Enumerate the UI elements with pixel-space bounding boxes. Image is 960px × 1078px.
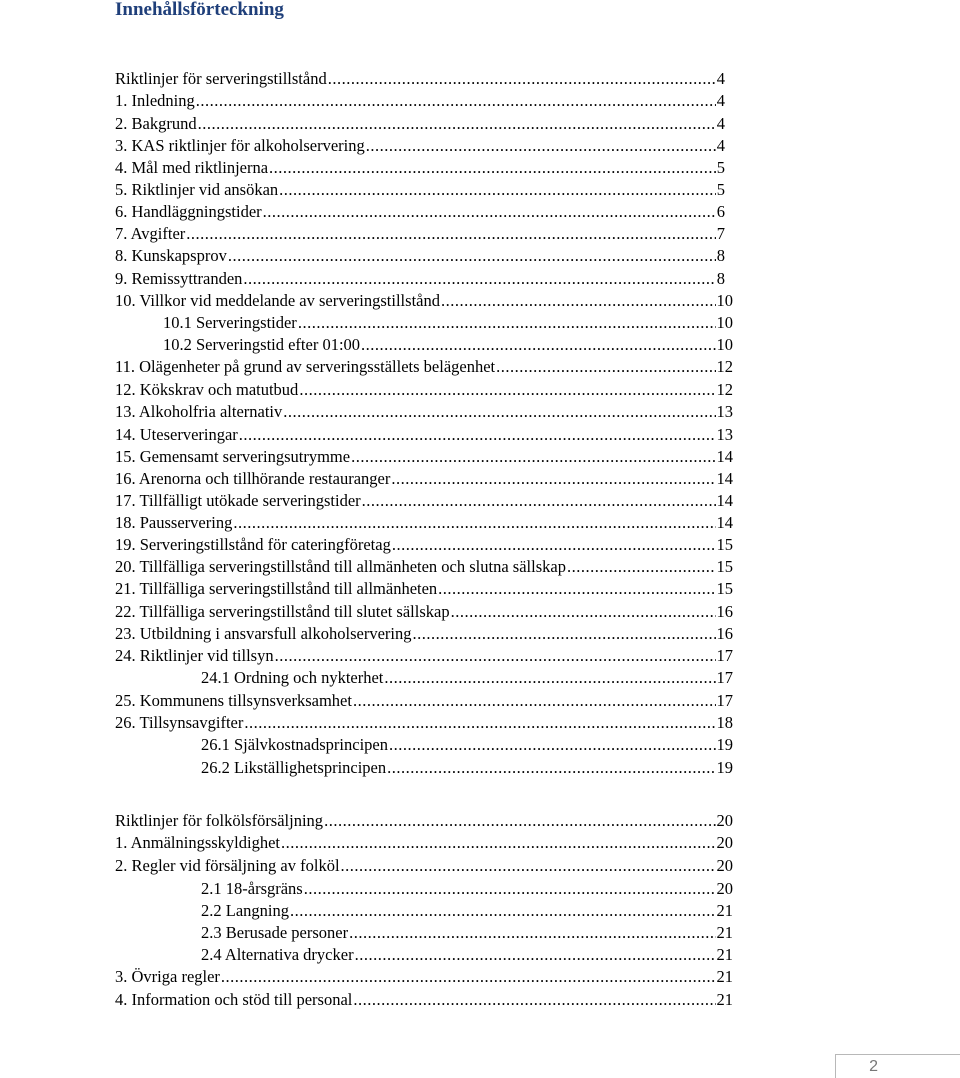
toc-entry-page: 14 xyxy=(716,491,733,510)
toc-dot-leader xyxy=(269,157,716,179)
toc-entry[interactable] xyxy=(115,290,733,312)
toc-entry[interactable] xyxy=(115,68,725,90)
toc-dot-leader xyxy=(351,446,715,468)
toc-entry-page: 21 xyxy=(716,990,733,1009)
toc-dot-leader xyxy=(353,690,716,712)
toc-dot-leader xyxy=(304,878,716,900)
toc-entry-title: 2. Regler vid försäljning av folköl xyxy=(115,856,340,875)
toc-entry[interactable] xyxy=(115,601,733,623)
toc-entry-title: 10.1 Serveringstider xyxy=(163,313,297,332)
toc-dot-leader xyxy=(279,179,716,201)
toc-entry[interactable] xyxy=(201,944,733,966)
toc-entry[interactable] xyxy=(115,424,733,446)
toc-entry-title: 4. Information och stöd till personal xyxy=(115,990,353,1009)
toc-entry-title: 26.2 Likställighetsprincipen xyxy=(201,758,387,777)
toc-entry[interactable] xyxy=(115,179,725,201)
toc-entry-page: 12 xyxy=(716,357,733,376)
toc-entry-title: 10. Villkor vid meddelande av serveringstillstånd xyxy=(115,291,440,310)
toc-entry-page: 8 xyxy=(716,246,725,265)
toc-entry-title: 5. Riktlinjer vid ansökan xyxy=(115,180,279,199)
toc-entry-page: 4 xyxy=(716,91,725,110)
toc-entry-page: 16 xyxy=(716,602,733,621)
toc-dot-leader xyxy=(299,379,715,401)
toc-entry-page: 17 xyxy=(716,691,733,710)
toc-entry-page: 13 xyxy=(716,425,733,444)
toc-entry[interactable] xyxy=(115,223,725,245)
toc-dot-leader xyxy=(221,966,716,988)
toc-entry[interactable] xyxy=(115,245,725,267)
toc-entry-page: 20 xyxy=(716,811,733,830)
toc-entry-page: 15 xyxy=(716,557,733,576)
toc-entry-page: 4 xyxy=(716,136,725,155)
toc-entry-page: 17 xyxy=(716,668,733,687)
toc-entry[interactable] xyxy=(201,757,733,779)
toc-entry[interactable] xyxy=(115,135,725,157)
toc-entry-page: 19 xyxy=(716,735,733,754)
toc-entry[interactable] xyxy=(115,468,733,490)
toc-entry-page: 10 xyxy=(716,313,733,332)
toc-entry-page: 7 xyxy=(716,224,725,243)
toc-dot-leader xyxy=(196,90,716,112)
toc-entry-title: 9. Remissyttranden xyxy=(115,269,243,288)
toc-entry-page: 20 xyxy=(716,833,733,852)
toc-entry[interactable] xyxy=(115,446,733,468)
toc-entry[interactable] xyxy=(115,534,733,556)
toc-entry-title: 20. Tillfälliga serveringstillstånd till allmänheten och slutna sällskap xyxy=(115,557,566,576)
toc-entry-page: 18 xyxy=(716,713,733,732)
toc-dot-leader xyxy=(384,667,715,689)
toc-entry-page: 14 xyxy=(716,447,733,466)
toc-dot-leader xyxy=(198,113,716,135)
toc-entry-page: 16 xyxy=(716,624,733,643)
toc-entry[interactable] xyxy=(115,268,725,290)
toc-entry-page: 20 xyxy=(716,856,733,875)
toc-entry[interactable] xyxy=(115,578,733,600)
toc-dot-leader xyxy=(391,468,715,490)
toc-entry-title: 25. Kommunens tillsynsverksamhet xyxy=(115,691,352,710)
toc-dot-leader xyxy=(496,356,715,378)
toc-dot-leader xyxy=(389,734,716,756)
toc-entry[interactable] xyxy=(115,201,725,223)
toc-dot-leader xyxy=(413,623,716,645)
toc-dot-leader xyxy=(233,512,715,534)
toc-dot-leader xyxy=(275,645,716,667)
toc-dot-leader xyxy=(281,832,716,854)
toc-entry-page: 21 xyxy=(716,923,733,942)
toc-entry-page: 20 xyxy=(716,879,733,898)
toc-entry-page: 14 xyxy=(716,513,733,532)
toc-entry-title: 6. Handläggningstider xyxy=(115,202,262,221)
toc-entry-title: 2.4 Alternativa drycker xyxy=(201,945,354,964)
toc-dot-leader xyxy=(349,922,715,944)
toc-entry-title: 12. Kökskrav och matutbud xyxy=(115,380,299,399)
toc-entry-page: 10 xyxy=(716,291,733,310)
toc-entry[interactable] xyxy=(115,356,733,378)
toc-entry-title: 7. Avgifter xyxy=(115,224,186,243)
toc-entry-title: 2.1 18-årsgräns xyxy=(201,879,303,898)
toc-entry-page: 6 xyxy=(716,202,725,221)
toc-entry[interactable] xyxy=(201,922,733,944)
toc-entry[interactable] xyxy=(115,712,733,734)
toc-entry[interactable] xyxy=(201,734,733,756)
toc-entry-page: 14 xyxy=(716,469,733,488)
toc-entry-title: 14. Uteserveringar xyxy=(115,425,238,444)
toc-entry-title: 1. Inledning xyxy=(115,91,195,110)
toc-dot-leader xyxy=(263,201,716,223)
toc-dot-leader xyxy=(366,135,716,157)
toc-entry-page: 15 xyxy=(716,579,733,598)
toc-entry-title: 26.1 Självkostnadsprincipen xyxy=(201,735,388,754)
toc-entry-title: 1. Anmälningsskyldighet xyxy=(115,833,280,852)
toc-entry-title: 10.2 Serveringstid efter 01:00 xyxy=(163,335,361,354)
toc-entry-page: 21 xyxy=(716,945,733,964)
toc-entry[interactable] xyxy=(201,900,733,922)
toc-entry[interactable] xyxy=(115,157,725,179)
toc-entry-title: Riktlinjer för serveringstillstånd xyxy=(115,69,327,88)
toc-dot-leader xyxy=(362,490,716,512)
toc-dot-leader xyxy=(244,712,715,734)
toc-entry-page: 5 xyxy=(716,158,725,177)
toc-entry[interactable] xyxy=(115,490,733,512)
toc-entry-title: 2.2 Langning xyxy=(201,901,289,920)
toc-entry-title: 17. Tillfälligt utökade serveringstider xyxy=(115,491,361,510)
toc-entry[interactable] xyxy=(115,113,725,135)
toc-entry-page: 17 xyxy=(716,646,733,665)
toc-entry[interactable] xyxy=(115,512,733,534)
toc-dot-leader xyxy=(392,534,716,556)
toc-entry-page: 21 xyxy=(716,901,733,920)
toc-entry-title: 19. Serveringstillstånd för cateringföretag xyxy=(115,535,391,554)
toc-entry-title: 2.3 Berusade personer xyxy=(201,923,349,942)
toc-entry-title: 4. Mål med riktlinjerna xyxy=(115,158,269,177)
toc-dot-leader xyxy=(387,757,715,779)
toc-entry-page: 12 xyxy=(716,380,733,399)
toc-entry-title: Riktlinjer för folkölsförsäljning xyxy=(115,811,324,830)
toc-entry-title: 18. Pausservering xyxy=(115,513,233,532)
toc-entry-page: 19 xyxy=(716,758,733,777)
toc-entry-title: 3. KAS riktlinjer för alkoholservering xyxy=(115,136,365,155)
toc-entry-title: 11. Olägenheter på grund av serveringsställets belägenhet xyxy=(115,357,496,376)
toc-entry-page: 21 xyxy=(716,967,733,986)
toc-entry[interactable] xyxy=(163,334,733,356)
toc-entry-title: 3. Övriga regler xyxy=(115,967,220,986)
toc-entry[interactable] xyxy=(115,645,733,667)
toc-entry-title: 13. Alkoholfria alternativ xyxy=(115,402,283,421)
toc-entry-title: 23. Utbildning i ansvarsfull alkoholservering xyxy=(115,624,412,643)
toc-entry-title: 2. Bakgrund xyxy=(115,114,197,133)
toc-dot-leader xyxy=(324,810,715,832)
toc-dot-leader xyxy=(298,312,716,334)
toc-entry[interactable] xyxy=(115,810,733,832)
toc-entry-title: 8. Kunskapsprov xyxy=(115,246,227,265)
toc-dot-leader xyxy=(567,556,716,578)
toc-entry-title: 21. Tillfälliga serveringstillstånd till allmänheten xyxy=(115,579,438,598)
toc-dot-leader xyxy=(451,601,716,623)
toc-dot-leader xyxy=(239,424,716,446)
toc-entry[interactable] xyxy=(115,989,733,1011)
toc-entry-page: 5 xyxy=(716,180,725,199)
toc-dot-leader xyxy=(243,268,715,290)
toc-entry[interactable] xyxy=(115,90,725,112)
toc-entry-title: 16. Arenorna och tillhörande restauranger xyxy=(115,469,391,488)
page-number: 2 xyxy=(869,1058,878,1075)
toc-dot-leader xyxy=(355,944,716,966)
toc-entry[interactable] xyxy=(201,667,733,689)
toc-entry[interactable] xyxy=(115,556,733,578)
toc-entry-page: 4 xyxy=(716,114,725,133)
toc-dot-leader xyxy=(186,223,715,245)
toc-dot-leader xyxy=(328,68,716,90)
toc-entry[interactable] xyxy=(115,966,733,988)
toc-dot-leader xyxy=(353,989,715,1011)
toc-entry-page: 15 xyxy=(716,535,733,554)
toc-dot-leader xyxy=(341,855,716,877)
toc-entry-title: 26. Tillsynsavgifter xyxy=(115,713,244,732)
toc-entry-title: 24. Riktlinjer vid tillsyn xyxy=(115,646,274,665)
toc-entry[interactable] xyxy=(115,623,733,645)
toc-entry-title: 15. Gemensamt serveringsutrymme xyxy=(115,447,351,466)
toc-dot-leader xyxy=(438,578,715,600)
toc-entry[interactable] xyxy=(115,855,733,877)
toc-dot-leader xyxy=(441,290,716,312)
toc-dot-leader xyxy=(361,334,715,356)
toc-entry-page: 8 xyxy=(716,269,725,288)
toc-dot-leader xyxy=(290,900,716,922)
toc-entry-page: 10 xyxy=(716,335,733,354)
toc-entry[interactable] xyxy=(115,690,733,712)
toc-entry[interactable] xyxy=(163,312,733,334)
toc-entry-title: 24.1 Ordning och nykterhet xyxy=(201,668,384,687)
toc-dot-leader xyxy=(283,401,715,423)
toc-entry-title: 22. Tillfälliga serveringstillstånd till slutet sällskap xyxy=(115,602,450,621)
toc-entry[interactable] xyxy=(115,379,733,401)
toc-dot-leader xyxy=(228,245,716,267)
toc-entry[interactable] xyxy=(115,832,733,854)
toc-heading: Innehållsförteckning xyxy=(115,0,284,20)
toc-entry-page: 4 xyxy=(716,69,725,88)
toc-entry-page: 13 xyxy=(716,402,733,421)
toc-entry[interactable] xyxy=(115,401,733,423)
toc-entry[interactable] xyxy=(201,878,733,900)
